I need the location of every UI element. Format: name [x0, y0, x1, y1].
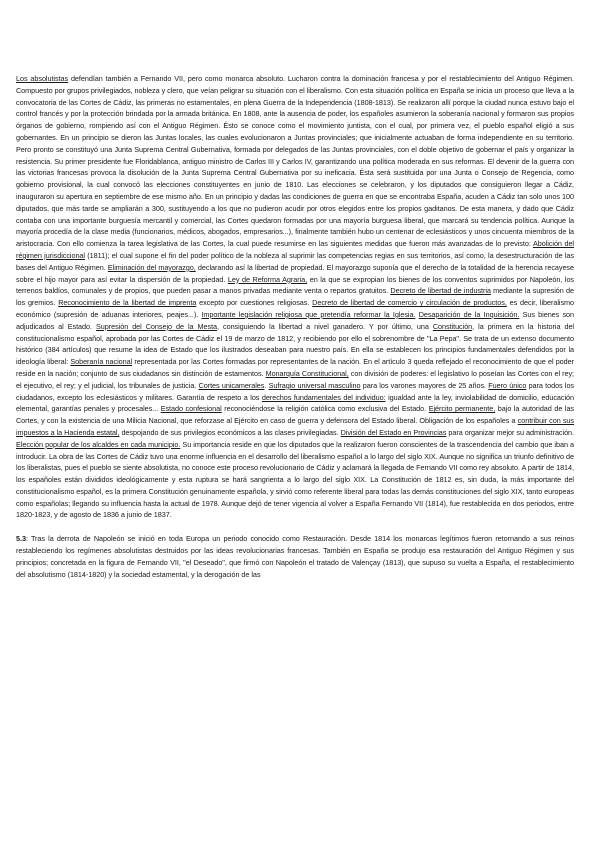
underlined-term: Abolición del régimen jurisdiccional — [16, 239, 574, 260]
underlined-term: Los absolutistas — [16, 74, 69, 83]
underlined-term: Decreto de libertad de industria — [390, 286, 491, 296]
text-run: (1811); el cual supone el fin del poder político de la nobleza al suprimir las competencias regias en sus territorios, así como, la desestructuración de las bases del Antiguo Régimen. — [16, 250, 574, 272]
text-run: con división de poderes: el legislativo lo poseían las Cortes con el rey; el ejecutivo, el rey; y el judicial, los tribunales de justicia. — [16, 368, 575, 390]
text-run: declarando así la libertad de propiedad. El mayorazgo suponía que el derecho de la totalidad de la herencia recayese sobre el hijo mayor para así evitar la dispersión de la propiedad. — [16, 262, 574, 284]
text-run: Su importancia reside en que los diputados que la realizaron fueron conscientes de la trascendencia del cambio que iban a introducir. La obra de las Cortes de Cádiz tuvo una enorme influencia en el desarrollo del liberalismo español a lo largo del siglo XIX. Aunque no significa un triunfo definitivo de los liberalistas, pues el pueblo se siente absolutista, no conoce este proceso revolucionario de Cádiz y aclamará la llegada de Fernando VII como rey absoluto. A partir de 1814, los españoles están divididos ideológicamente y esta ruptura se hará sangrienta a lo largo del siglo XIX. La Constitución de 1812 es, sin duda, la más importante del constitucionalismo español, es la primera Constitución genuinamente española, y sirvió como referente liberal para todas las demás constituciones del siglo XIX, tanto europeas como españolas; llegando su influencia hasta la actual de 1978. Aunque dejó de tener vigencia al volver a España Fernando VII (1814), fue restablecida en dos periodos, entre 1820-1823, y de agosto de 1836 a junio de 1837. — [16, 439, 574, 520]
text-run: para todos los ciudadanos, excepto los eclesiásticos y militares. Garantía de respeto a los — [16, 380, 574, 402]
underlined-term: Estado confesional — [160, 404, 222, 414]
underlined-term: Constitución — [432, 321, 473, 331]
text-run: en la que se expropian los bienes de los conventos suprimidos por Napoleón, los terrenos baldíos, comunales y de propios, que pueden pasar a manos privadas mediante venta o repartos gratuitos. — [16, 274, 574, 296]
text-run: reconociéndose la religión católica como exclusiva del Estado. — [221, 404, 429, 414]
text-run: mediante la supresión de los gremios. — [16, 286, 574, 308]
underlined-term: Reconocimiento de la libertad de imprenta — [58, 298, 197, 308]
text-run: , la primera en la historia del constitucionalismo español, aprobada por las Cortes de Cádiz el 19 de marzo de 1812, y recibiendo por ello el sobrenombre de "La Pepa". Se trata de un extenso documento histórico (384 artículos) que resume la idea de Estado que los ilustrados deseaban para nuestro país. En ella se establecen los principios fundamentales defendidos por la ideología liberal: — [16, 321, 574, 367]
underlined-term: derechos fundamentales del individuo: — [261, 392, 386, 402]
underlined-term: Cortes unicamerales — [198, 380, 265, 390]
text-run: , consiguiendo la libertad a nivel ganadero. Y por último, una — [217, 321, 433, 331]
text-run: despojando de sus privilegios económicos a las clases privilegiadas. — [119, 427, 341, 437]
underlined-term: Importante legislación religiosa que pretendía reformar la Iglesia. — [201, 309, 416, 319]
text-run: bajo la autoridad de las Cortes, y con la existencia de una Milicia Nacional, que reforzase al Ejército en caso de guerra y defensora del Estado liberal. Obligación de los españoles a — [16, 404, 575, 426]
underlined-term: Decreto de libertad de comercio y circulación de productos, — [312, 298, 507, 308]
paragraph-restauracion — [16, 533, 574, 580]
text-run: representada por las Cortes formadas por representantes de la nación. En el artículo 3 queda reflejado el reconocimiento de que el poder reside en la nación; conjunto de sus ciudadanos sin distinción de estamentos. — [16, 357, 574, 378]
text-run: . — [264, 380, 269, 390]
text-run: es decir, liberalismo económico (supresión de aduanas interiores, peajes...). — [16, 298, 574, 319]
underlined-term: Sufragio universal masculino — [268, 380, 361, 390]
underlined-term: Fuero único — [488, 380, 527, 390]
underlined-term: contribuir con sus impuestos a la Hacienda estatal, — [16, 416, 574, 437]
underlined-term: Eliminación del mayorazgo, — [107, 262, 196, 272]
underlined-term: Elección popular de los alcaldes en cada municipio. — [16, 439, 181, 449]
text-run: para organizar mejor su administración. — [446, 427, 574, 437]
underlined-term: Desaparición de la Inquisición. — [418, 309, 520, 319]
text-run: excepto por cuestiones religiosas. — [196, 298, 313, 308]
underlined-term: Monarquía Constitucional, — [265, 368, 349, 378]
paragraph-cortes-de-cadiz — [16, 73, 574, 521]
text-run: para los varones mayores de 25 años. — [360, 380, 489, 390]
text-run: defendían también a Fernando VII, pero como monarca absoluto. Lucharon contra la dominación francesa y por el restablecimiento del Antiguo Régimen. Compuesto por grupos privilegiados, nobleza y clero, que veían peligrar su situación con el liberalismo. Con esta situación política en España se inicia un proceso que lleva a la convocatoria de las Cortes de Cádiz, las primeras no estamentales, en plena Guerra de la Independencia (1808-1813). Se realizaron allí porque la ciudad nunca estuvo bajo el control francés y por la protección brindada por la armada británica. En 1808, ante la ausencia de poder, los españoles asumieron la soberanía nacional y formaron sus propios órganos de gobierno, rompiendo así con el Antiguo Régimen. Ésto se conoce como el movimiento juntista, con el cual, por primera vez, el pueblo español eligió a sus gobernantes. En un principio se dieron las Juntas locales, las cuales evolucionaron a Juntas provinciales; que inicialmente actuaban de forma independiente en su territorio. Pero pronto se constituyó una Junta Suprema Central Gubernativa, formada por delegados de las Juntas provinciales, con el doble objetivo de gobernar el país y organizar la resistencia. Su primer presidente fue Floridablanca, antiguo ministro de Carlos III y Carlos IV, garantizando una política moderada en sus reformas. El devenir de la guerra con las victorias francesas provoca la disolución de la Junta Suprema Central Gubernativa por su ineficacia. Ésta será sustituida por una Junta o Consejo de Regencia, como gobierno provisional, la cual convocó las elecciones constituyentes en junio de 1810. Las elecciones se celebraron, y los diputados que consiguieron llegar a Cádiz, inauguraron su apertura en septiembre de ese mismo año. En un principio y dadas las condiciones de guerra en que se encontraba España, acuden a Cádiz tan solo unos 100 diputados, que más tarde se ampliarán a 300, sustituyendo a los que no pudieron acudir por otros elegidos entre los propios gaditanos. De esta manera, y dado que Cádiz contaba con una importante burguesía mercantil y comercial, las Cortes quedaron formadas por una mayoría burguesa liberal, que marcará su tendencia política. Aunque la mayoría procedía de la clase media (funcionarios, médicos, abogados, empresarios...), finalmente también hubo un centenar de eclesiásticos y unos cincuenta miembros de la aristocracia. Con ello comienza la tarea legislativa de las Cortes, la cual puede resumirse en las siguientes medidas que fueron más avanzadas de lo previsto: — [16, 74, 574, 249]
text-run: Sus bienes son adjudicados al Estado. — [16, 309, 575, 331]
underlined-term: Supresión del Consejo de la Mesta — [95, 321, 218, 331]
underlined-term: Ejército permanente, — [428, 404, 496, 414]
underlined-term: Soberanía nacional — [70, 357, 133, 367]
underlined-term: División del Estado en Provincias — [340, 427, 447, 437]
section-number: 5.3 — [16, 534, 26, 544]
paragraph-text: : Tras la derrota de Napoleón se inició en toda Europa un periodo conocido como Restauración. Desde 1814 los monarcas legítimos fueron retornando a sus reinos restableciendo los regímenes absolutistas destruidos por las ideas revolucionarias francesas. También en España se produjo esa restauración del Antiguo Régimen y sus principios; concretada en la figura de Fernando VII, "el Deseado", que firmó con Napoleón el tratado de Valençay (1813), que supuso su vuelta a España, el restablecimiento del absolutismo (1814-1820) y la sociedad estamental, y la derogación de las — [16, 534, 574, 579]
underlined-term: Ley de Reforma Agraria, — [227, 274, 308, 284]
text-run: igualdad ante la ley, inviolabilidad de domicilio, educación elemental, garantías penales y procesales... — [16, 392, 574, 414]
